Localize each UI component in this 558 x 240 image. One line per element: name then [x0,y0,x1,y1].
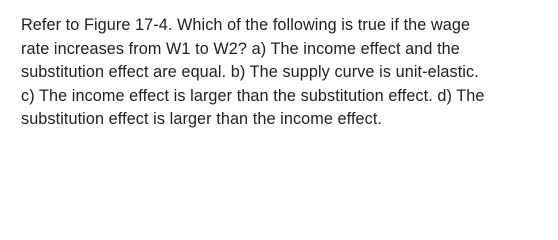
question-line: rate increases from W1 to W2? a) The income effect and the [21,39,460,58]
question-text [21,14,542,132]
question-line: substitution effect is larger than the income effect. [21,110,383,128]
question-line: c) The income effect is larger than the substitution effect. d) The [21,86,485,105]
question-line: substitution effect are equal. b) The supply curve is unit-elastic. [21,63,479,81]
question-line: Refer to Figure 17-4. Which of the following is true if the wage [21,16,471,34]
